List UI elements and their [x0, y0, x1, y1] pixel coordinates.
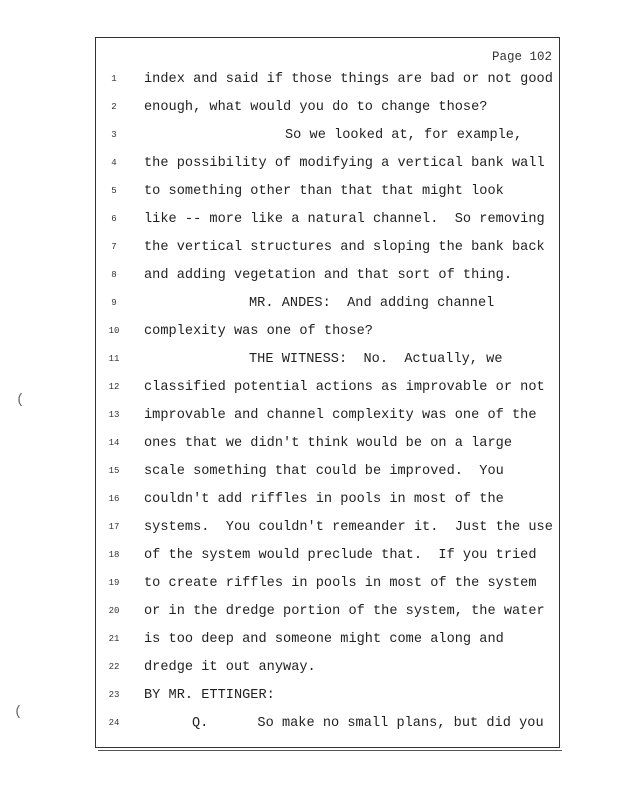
line-number: 13 [108, 410, 120, 420]
transcript-line [96, 632, 561, 652]
line-text: classified potential actions as improvable or not [144, 380, 545, 395]
transcript-line [96, 660, 561, 680]
line-text: of the system would preclude that. If you tried [144, 548, 537, 563]
line-number: 21 [108, 634, 120, 644]
line-number: 1 [111, 74, 117, 84]
line-text: ones that we didn't think would be on a large [144, 436, 512, 451]
line-number: 7 [111, 242, 117, 252]
scan-mark: ( [14, 704, 23, 720]
line-number: 3 [111, 130, 117, 140]
line-text: BY MR. ETTINGER: [144, 688, 275, 703]
line-text: is too deep and someone might come along and [144, 632, 504, 647]
line-number: 16 [108, 494, 120, 504]
transcript-line [96, 72, 561, 92]
line-text: systems. You couldn't remeander it. Just the use [144, 520, 553, 535]
line-text: to create riffles in pools in most of the system [144, 576, 537, 591]
line-number: 10 [108, 326, 120, 336]
transcript-line [96, 324, 561, 344]
line-text: THE WITNESS: No. Actually, we [249, 352, 503, 367]
line-text: Q. So make no small plans, but did you [192, 716, 544, 731]
line-text: the vertical structures and sloping the bank back [144, 240, 545, 255]
transcript-line [96, 156, 561, 176]
page-number: Page 102 [491, 50, 552, 64]
line-text: scale something that could be improved. You [144, 464, 504, 479]
line-text: So we looked at, for example, [285, 128, 523, 143]
line-number: 22 [108, 662, 120, 672]
line-number: 24 [108, 718, 120, 728]
line-text: complexity was one of those? [144, 324, 373, 339]
scan-mark: ( [16, 392, 25, 408]
line-number: 17 [108, 522, 120, 532]
transcript-line [96, 520, 561, 540]
transcript-line [96, 436, 561, 456]
line-text: the possibility of modifying a vertical bank wall [144, 156, 545, 171]
line-text: or in the dredge portion of the system, the water [144, 604, 545, 619]
line-text: MR. ANDES: And adding channel [249, 296, 495, 311]
line-text: like -- more like a natural channel. So removing [144, 212, 545, 227]
line-number: 6 [111, 214, 117, 224]
transcript-line [96, 296, 561, 316]
transcript-line [96, 464, 561, 484]
line-number: 11 [108, 354, 120, 364]
line-number: 4 [111, 158, 117, 168]
line-text: enough, what would you do to change those? [144, 100, 488, 115]
line-number: 20 [108, 606, 120, 616]
transcript-line [96, 128, 561, 148]
transcript-line [96, 352, 561, 372]
transcript-line [96, 380, 561, 400]
transcript-line [96, 576, 561, 596]
transcript-line [96, 212, 561, 232]
line-text: dredge it out anyway. [144, 660, 316, 675]
transcript-line [96, 100, 561, 120]
transcript-line [96, 268, 561, 288]
line-number: 2 [111, 102, 117, 112]
line-text: improvable and channel complexity was one of the [144, 408, 537, 423]
transcript-line [96, 184, 561, 204]
line-text: and adding vegetation and that sort of thing. [144, 268, 512, 283]
line-number: 5 [111, 186, 117, 196]
transcript-line [96, 240, 561, 260]
transcript-page [95, 37, 560, 748]
line-number: 15 [108, 466, 120, 476]
line-text: couldn't add riffles in pools in most of the [144, 492, 504, 507]
line-number: 9 [111, 298, 117, 308]
line-text: to something other than that that might look [144, 184, 504, 199]
transcript-line [96, 688, 561, 708]
transcript-line [96, 492, 561, 512]
line-number: 12 [108, 382, 120, 392]
transcript-line [96, 604, 561, 624]
transcript-line [96, 716, 561, 736]
line-number: 18 [108, 550, 120, 560]
line-number: 19 [108, 578, 120, 588]
line-number: 23 [108, 690, 120, 700]
line-number: 14 [108, 438, 120, 448]
line-text: index and said if those things are bad or not good [144, 72, 553, 87]
transcript-line [96, 408, 561, 428]
line-number: 8 [111, 270, 117, 280]
transcript-line [96, 548, 561, 568]
